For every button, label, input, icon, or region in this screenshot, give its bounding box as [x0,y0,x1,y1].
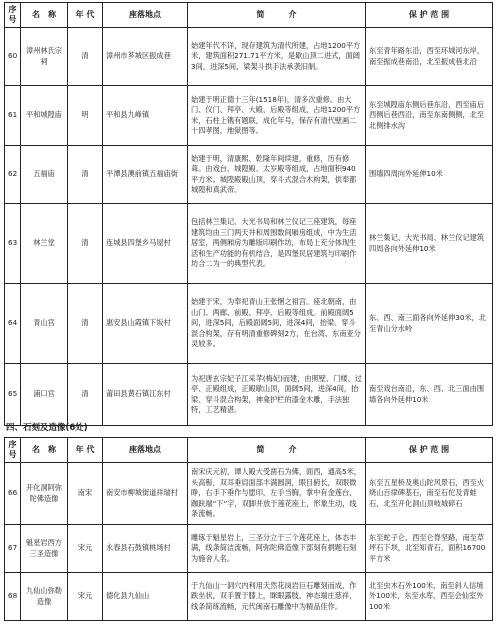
row-no: 68 [5,573,21,621]
header-era: 年 代 [68,3,103,28]
header-era: 年 代 [68,438,103,463]
row-no: 67 [5,525,21,573]
row-intro: 始建于宋，为奉祀青山王张悃之祖宫。座北朝南，由山门、两廊、前殿、拜亭、后殿等组成。前殿面阔5间，进深5间，后殿面阔5间，进深4间，抬梁、穿斗混合构架，存有明清重修碑刻2方，在台湾、东南亚分灵较多。 [188,284,366,364]
table-row [5,463,493,525]
table-row [5,28,493,86]
header-scope: 保 护 范 围 [366,438,493,463]
row-era: 清 [68,204,103,284]
table-row [5,204,493,284]
table-header-row [5,3,493,28]
row-intro: 雕琢于魁星岩上，三圣分立于三个莲花座上，体态丰满，线条简洁流畅，阿弥陀佛造像下部刻有捐题石刻为施舍人名。 [188,525,366,573]
table-header-row [5,438,493,463]
row-era: 南宋 [68,463,103,525]
row-name: 浦口宫 [21,364,68,426]
row-location: 漳州市芗城区振成巷 [103,28,188,86]
row-location: 德化县九仙山 [103,573,188,621]
row-scope: 北至虫木石外100米，南至斜人信境外100米，东至水库，西至会仙室外100米 [366,573,493,621]
header-intro: 简 介 [188,438,366,463]
table-row [5,525,493,573]
header-scope: 保 护 范 围 [366,3,493,28]
row-name: 开化洞阿弥陀佛造像 [21,463,68,525]
header-no: 序号 [5,438,21,463]
row-scope: 林兰集记、大光书局、林兰仪记建筑四周各向外延伸10米 [366,204,493,284]
table-row [5,146,493,204]
header-name: 名 称 [21,438,68,463]
row-location: 永春县石鼓镇桃场村 [103,525,188,573]
header-no: 序号 [5,3,21,28]
row-no: 61 [5,86,21,146]
row-intro: 始建年代不详，现存建筑为清代所建，占地1200平方米，建筑面积271.71平方米，是歇山顶二进式，面阔3间，进深5间，梁架斗拱手法承袭旧制。 [188,28,366,86]
row-location: 平和县九峰镇 [103,86,188,146]
row-scope: 南至戏台南沿，东、西、北三面由围墙各向外延伸10米 [366,364,493,426]
row-era: 清 [68,284,103,364]
table-row [5,284,493,364]
row-location: 莆田县黄石镇江东村 [103,364,188,426]
row-intro: 为祀唐玄宗妃子江采苹(梅妃)而建，由照壁、门楼、过亭、正殿组成，正殿歇山顶，面阔5间，进深4间，抬梁、穿斗混合构架，神龛护栏的漆金木雕，手法独特，工艺精湛。 [188,364,366,426]
row-no: 65 [5,364,21,426]
row-scope: 东、西、南三面各向外延伸30米，北至青山分水岭 [366,284,493,364]
row-era: 清 [68,28,103,86]
row-no: 63 [5,204,21,284]
header-location: 座落地点 [103,438,188,463]
row-era: 明 [68,86,103,146]
header-name: 名 称 [21,3,68,28]
row-scope: 东至城隍庙东侧后巷东沿，西至庙后西侧后巷西沿，南至东南侧侧，北至北侧排水沟 [366,86,493,146]
row-scope: 东至青年路东沿，西至环城河东岸，南至振成巷南沿，北至振成巷北沿 [366,28,493,86]
row-intro: 始建于明，清康熙、乾隆年间续建，重修，历有修葺。由戏台、城隍殿、太岁殿等组成，占地面积940平方米。城隍殿殿山顶，穿斗式混合木构架，供奉都城隍和真武帝。 [188,146,366,204]
row-no: 64 [5,284,21,364]
row-location: 南安市柳城街道祥瑞村 [103,463,188,525]
header-location: 座落地点 [103,3,188,28]
row-intro: 南宋庆元初，谭人殿大受凿石为佛，面西，通高5米，头高髻，双耳垂肩面部丰满圆润，眼目俯长，双眼微睁，右手下垂作与愿印，左手当胸，掌中有金莲台，跏趺端“下”字，双脚并放于莲花座上，形象生动，线条流畅。 [188,463,366,525]
row-location: 平潭县澳前镇五福庙街 [103,146,188,204]
section-title: 四、石刻及造像(6处) [6,423,88,433]
row-name: 漳州林氏宗祠 [21,28,68,86]
table-row [5,364,493,426]
row-intro: 包括林兰集记、大光书局和林兰仪记三座建筑，每座建筑均由三门两天井和周围数间厢房组成，中为生活居室，两侧厢房为雕版印刷作坊，布局上充分体现生活和生产功能的有机结合，是四堡民居建筑与印刷作坊合二为一的典型代表。 [188,204,366,284]
row-name: 平和城隍庙 [21,86,68,146]
row-era: 宋元 [68,525,103,573]
row-no: 62 [5,146,21,204]
heritage-table-stone-carvings [4,437,493,621]
row-name: 魁星岩西方三圣造像 [21,525,68,573]
row-name: 青山宫 [21,284,68,364]
row-scope: 围墙四周向外延伸10米 [366,146,493,204]
table-row [5,86,493,146]
row-name: 林兰堂 [21,204,68,284]
row-location: 连城县四堡乡马屋村 [103,204,188,284]
row-era: 宋元 [68,573,103,621]
row-no: 66 [5,463,21,525]
heritage-table-architecture [4,2,493,426]
row-scope: 东至蛇子仑，西至仑脊坚路，南至草坪石下坝，北至知青石，面积16700平方米 [366,525,493,573]
row-intro: 于九仙山一洞穴内利用天然花岗岩巨石雕刻而成，作跌坐状，双手置于膝上，眯眼露肢，神态端庄慈祥，线条简练流畅，元代闽南石雕像中为精品佳作。 [188,573,366,621]
row-scope: 东至五星桥及奥山陀风景石，西至火烧山百律碑基石，南至石佗及青蛙石，北至开化洞山顶岐城碎石 [366,463,493,525]
header-intro: 简 介 [188,3,366,28]
row-name: 五福庙 [21,146,68,204]
row-era: 清 [68,146,103,204]
row-era: 清 [68,364,103,426]
row-name: 九仙山弥勒造像 [21,573,68,621]
row-location: 惠安县山霞镇下坂村 [103,284,188,364]
table-row [5,573,493,621]
row-no: 60 [5,28,21,86]
row-intro: 始建于明正德十三年(1518年)，清多次重修。由大门、仪门、拜亭、大殿、后殿等组成，占地1200平方米，石柱上镌有题联，成化年号，保存有清代壁画二十四孝图，地狱图等。 [188,86,366,146]
